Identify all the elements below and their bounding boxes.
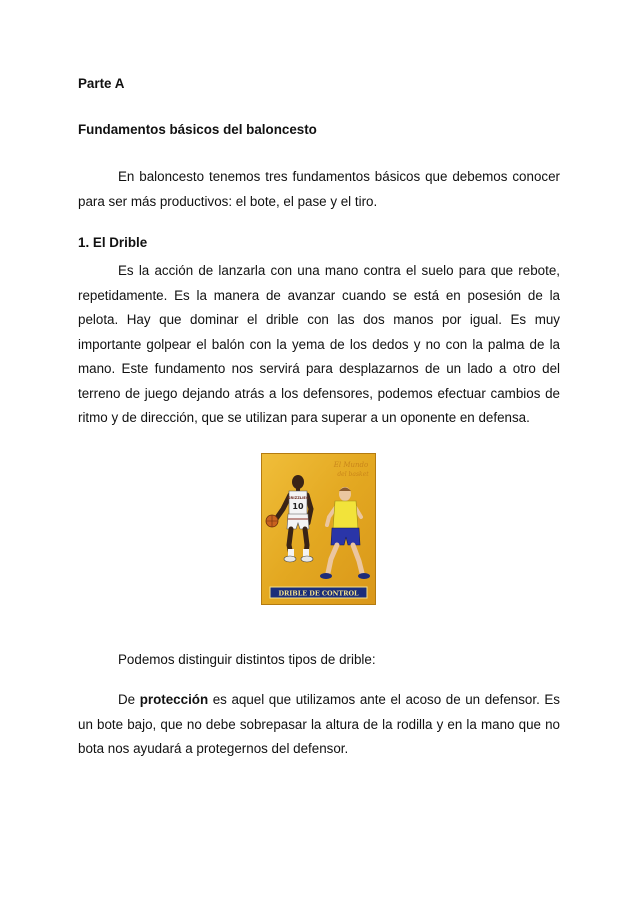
jersey-text: GRIZZLIES [287, 496, 309, 500]
protection-term: protección [139, 692, 209, 707]
drible-paragraph: Es la acción de lanzarla con una mano contra el suelo para que rebote, repetidamente. Es la manera de avanzar cuando se está en posesión de la pelota. Hay que dominar el drible con las dos manos por igual. Es muy importante golpear el balón con la yema de los dedos y no con la palma de la mano. Este fundamento nos servirá para desplazarnos de un lado a otro del terreno de juego dejando atrás a los defensores, podemos efectuar cambios de ritmo y de dirección, que se utilizan para superar a un oponente en defensa. [78, 263, 560, 425]
intro-paragraph: En baloncesto tenemos tres fundamentos básicos que debemos conocer para ser más productivos: el bote, el pase y el tiro. [78, 169, 560, 209]
figure-banner-caption: DRIBLE DE CONTROL [278, 589, 359, 598]
drible-illustration [261, 453, 376, 605]
section-heading-drible: 1. El Drible [78, 235, 148, 250]
protection-rest: es aquel que utilizamos ante el acoso de un defensor. Es un bote bajo, que no debe sobrepasar la altura de la rodilla y en la mano que no bota nos ayudará a protegernos del defensor. [78, 692, 560, 756]
protection-paragraph [78, 688, 560, 762]
protection-prefix: De [118, 692, 140, 707]
figure-corner-title-2: del basket [337, 471, 369, 478]
types-intro: Podemos distinguir distintos tipos de drible: [118, 652, 376, 667]
player-number: 10 [292, 502, 304, 511]
figure-corner-title-1: El Mundo [333, 461, 369, 469]
part-label: Parte A [78, 76, 125, 91]
document-title: Fundamentos básicos del baloncesto [78, 122, 317, 137]
